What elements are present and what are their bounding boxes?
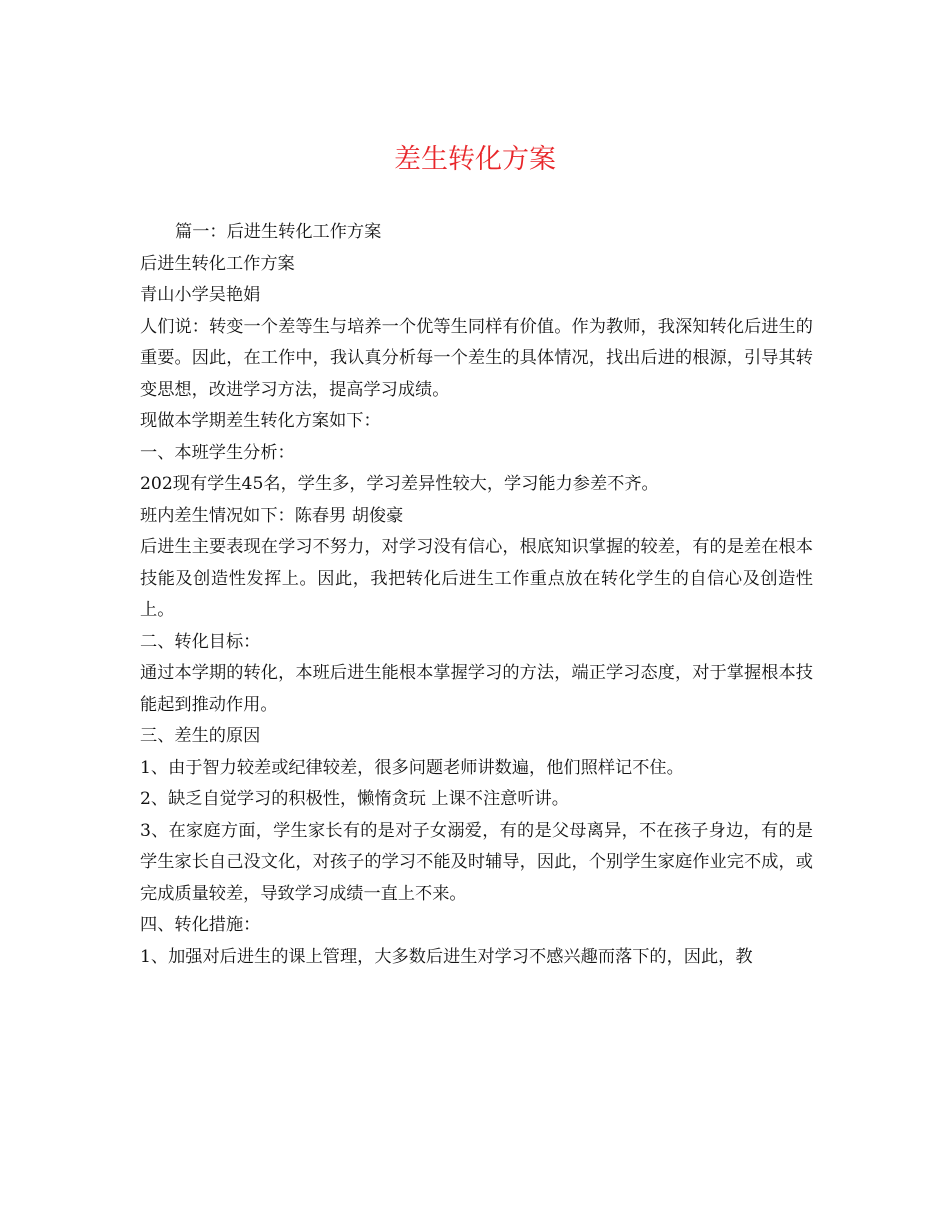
section-heading: 篇一：后进生转化工作方案 — [175, 222, 382, 242]
document-title: 差生转化方案 — [394, 144, 556, 175]
heading-2: 二、转化目标： — [140, 631, 261, 652]
paragraph: 通过本学期的转化，本班后进生能根本掌握学习的方法，端正学习态度，对于掌握根本技能起到推动作用。 — [140, 663, 813, 715]
heading-3: 三、差生的原因 — [140, 726, 261, 746]
paragraph: 202现有学生45名，学生多，学习差异性较大，学习能力参差不齐。 — [140, 474, 659, 494]
heading-1: 一、本班学生分析： — [140, 442, 295, 463]
list-item: 1、由于智力较差或纪律较差，很多问题老师讲数遍，他们照样记不住。 — [140, 757, 684, 778]
paragraph: 班内差生情况如下：陈春男 胡俊豪 — [140, 505, 404, 526]
subtitle: 后进生转化工作方案 — [140, 253, 295, 274]
heading-4: 四、转化措施： — [140, 915, 261, 935]
list-item: 1、加强对后进生的课上管理，大多数后进生对学习不感兴趣而落下的，因此，教 — [140, 946, 753, 967]
document-body — [140, 217, 813, 973]
author: 青山小学吴艳娟 — [140, 285, 261, 305]
paragraph-intro: 人们说：转变一个差等生与培养一个优等生同样有价值。作为教师，我深知转化后进生的重要。因此，在工作中，我认真分析每一个差生的具体情况，找出后进的根源，引导其转变思想，改进学习方法，提高学习成绩。 — [140, 316, 813, 400]
paragraph: 后进生主要表现在学习不努力，对学习没有信心，根底知识掌握的较差，有的是差在根本技能及创造性发挥上。因此，我把转化后进生工作重点放在转化学生的自信心及创造性上。 — [140, 537, 813, 620]
list-item: 2、缺乏自觉学习的积极性，懒惰贪玩 上课不注意听讲。 — [140, 789, 569, 809]
list-item: 3、在家庭方面，学生家长有的是对子女溺爱，有的是父母离异，不在孩子身边，有的是学生家长自己没文化，对孩子的学习不能及时辅导，因此，个别学生家庭作业完不成，或完成质量较差，导致学习成绩一直上不来。 — [140, 820, 813, 904]
paragraph: 现做本学期差生转化方案如下： — [140, 411, 381, 431]
